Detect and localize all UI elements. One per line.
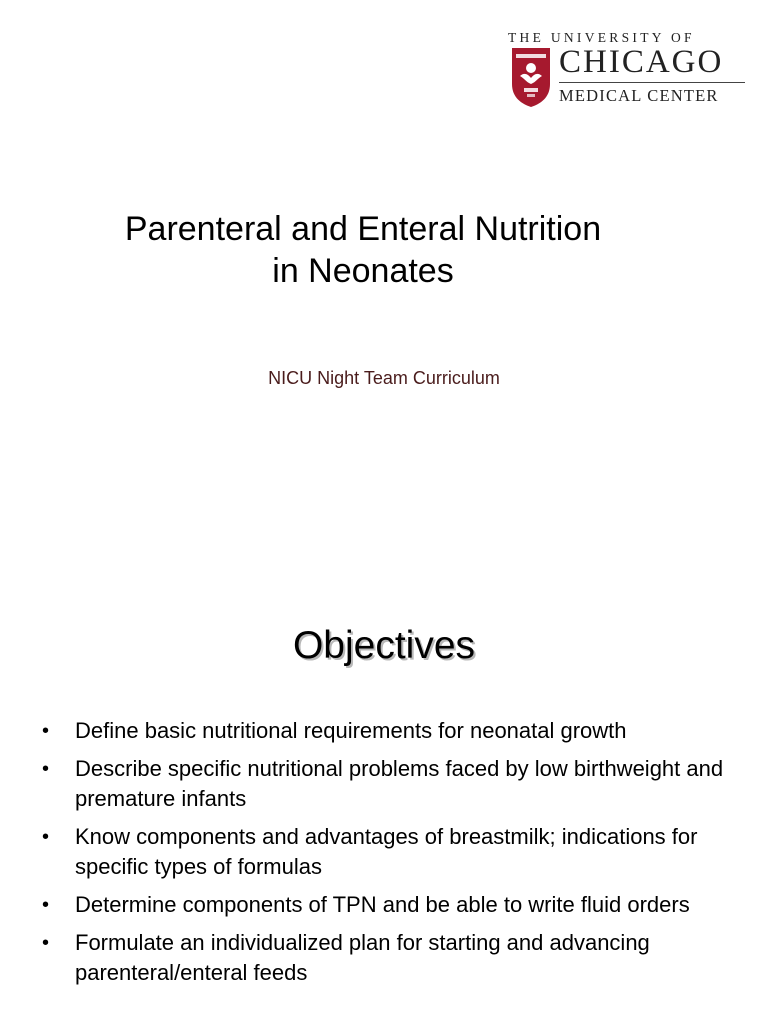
slide-objectives [0,512,768,1024]
list-item: • Determine components of TPN and be able to write fluid orders [42,890,742,920]
university-logo [506,30,746,110]
list-item: • Define basic nutritional requirements for neonatal growth [42,716,742,746]
title-line-1: Parenteral and Enteral Nutrition [124,210,602,248]
bullet-icon: • [42,758,50,780]
bullet-icon: • [42,826,50,848]
list-item: • Describe specific nutritional problems faced by low birthweight and premature infants [42,756,724,811]
shield-seal-icon [510,46,552,108]
logo-sub-text: MEDICAL CENTER [559,86,719,105]
logo-divider [559,82,745,83]
slide-subtitle: NICU Night Team Curriculum [268,368,500,388]
list-item: • Formulate an individualized plan for starting and advancing parenteral/enteral feeds [42,930,650,985]
list-item: • Know components and advantages of breastmilk; indications for specific types of formulas [42,824,698,879]
objectives-list [42,716,742,996]
slide-title-heading [0,208,726,292]
bullet-icon: • [42,894,50,916]
title-line-2: in Neonates [272,252,454,290]
bullet-icon: • [42,720,50,742]
bullet-icon: • [42,932,50,954]
logo-top-text: THE UNIVERSITY OF [508,30,695,45]
logo-main-text: CHICAGO [559,44,724,80]
objectives-heading: Objectives [292,624,476,667]
